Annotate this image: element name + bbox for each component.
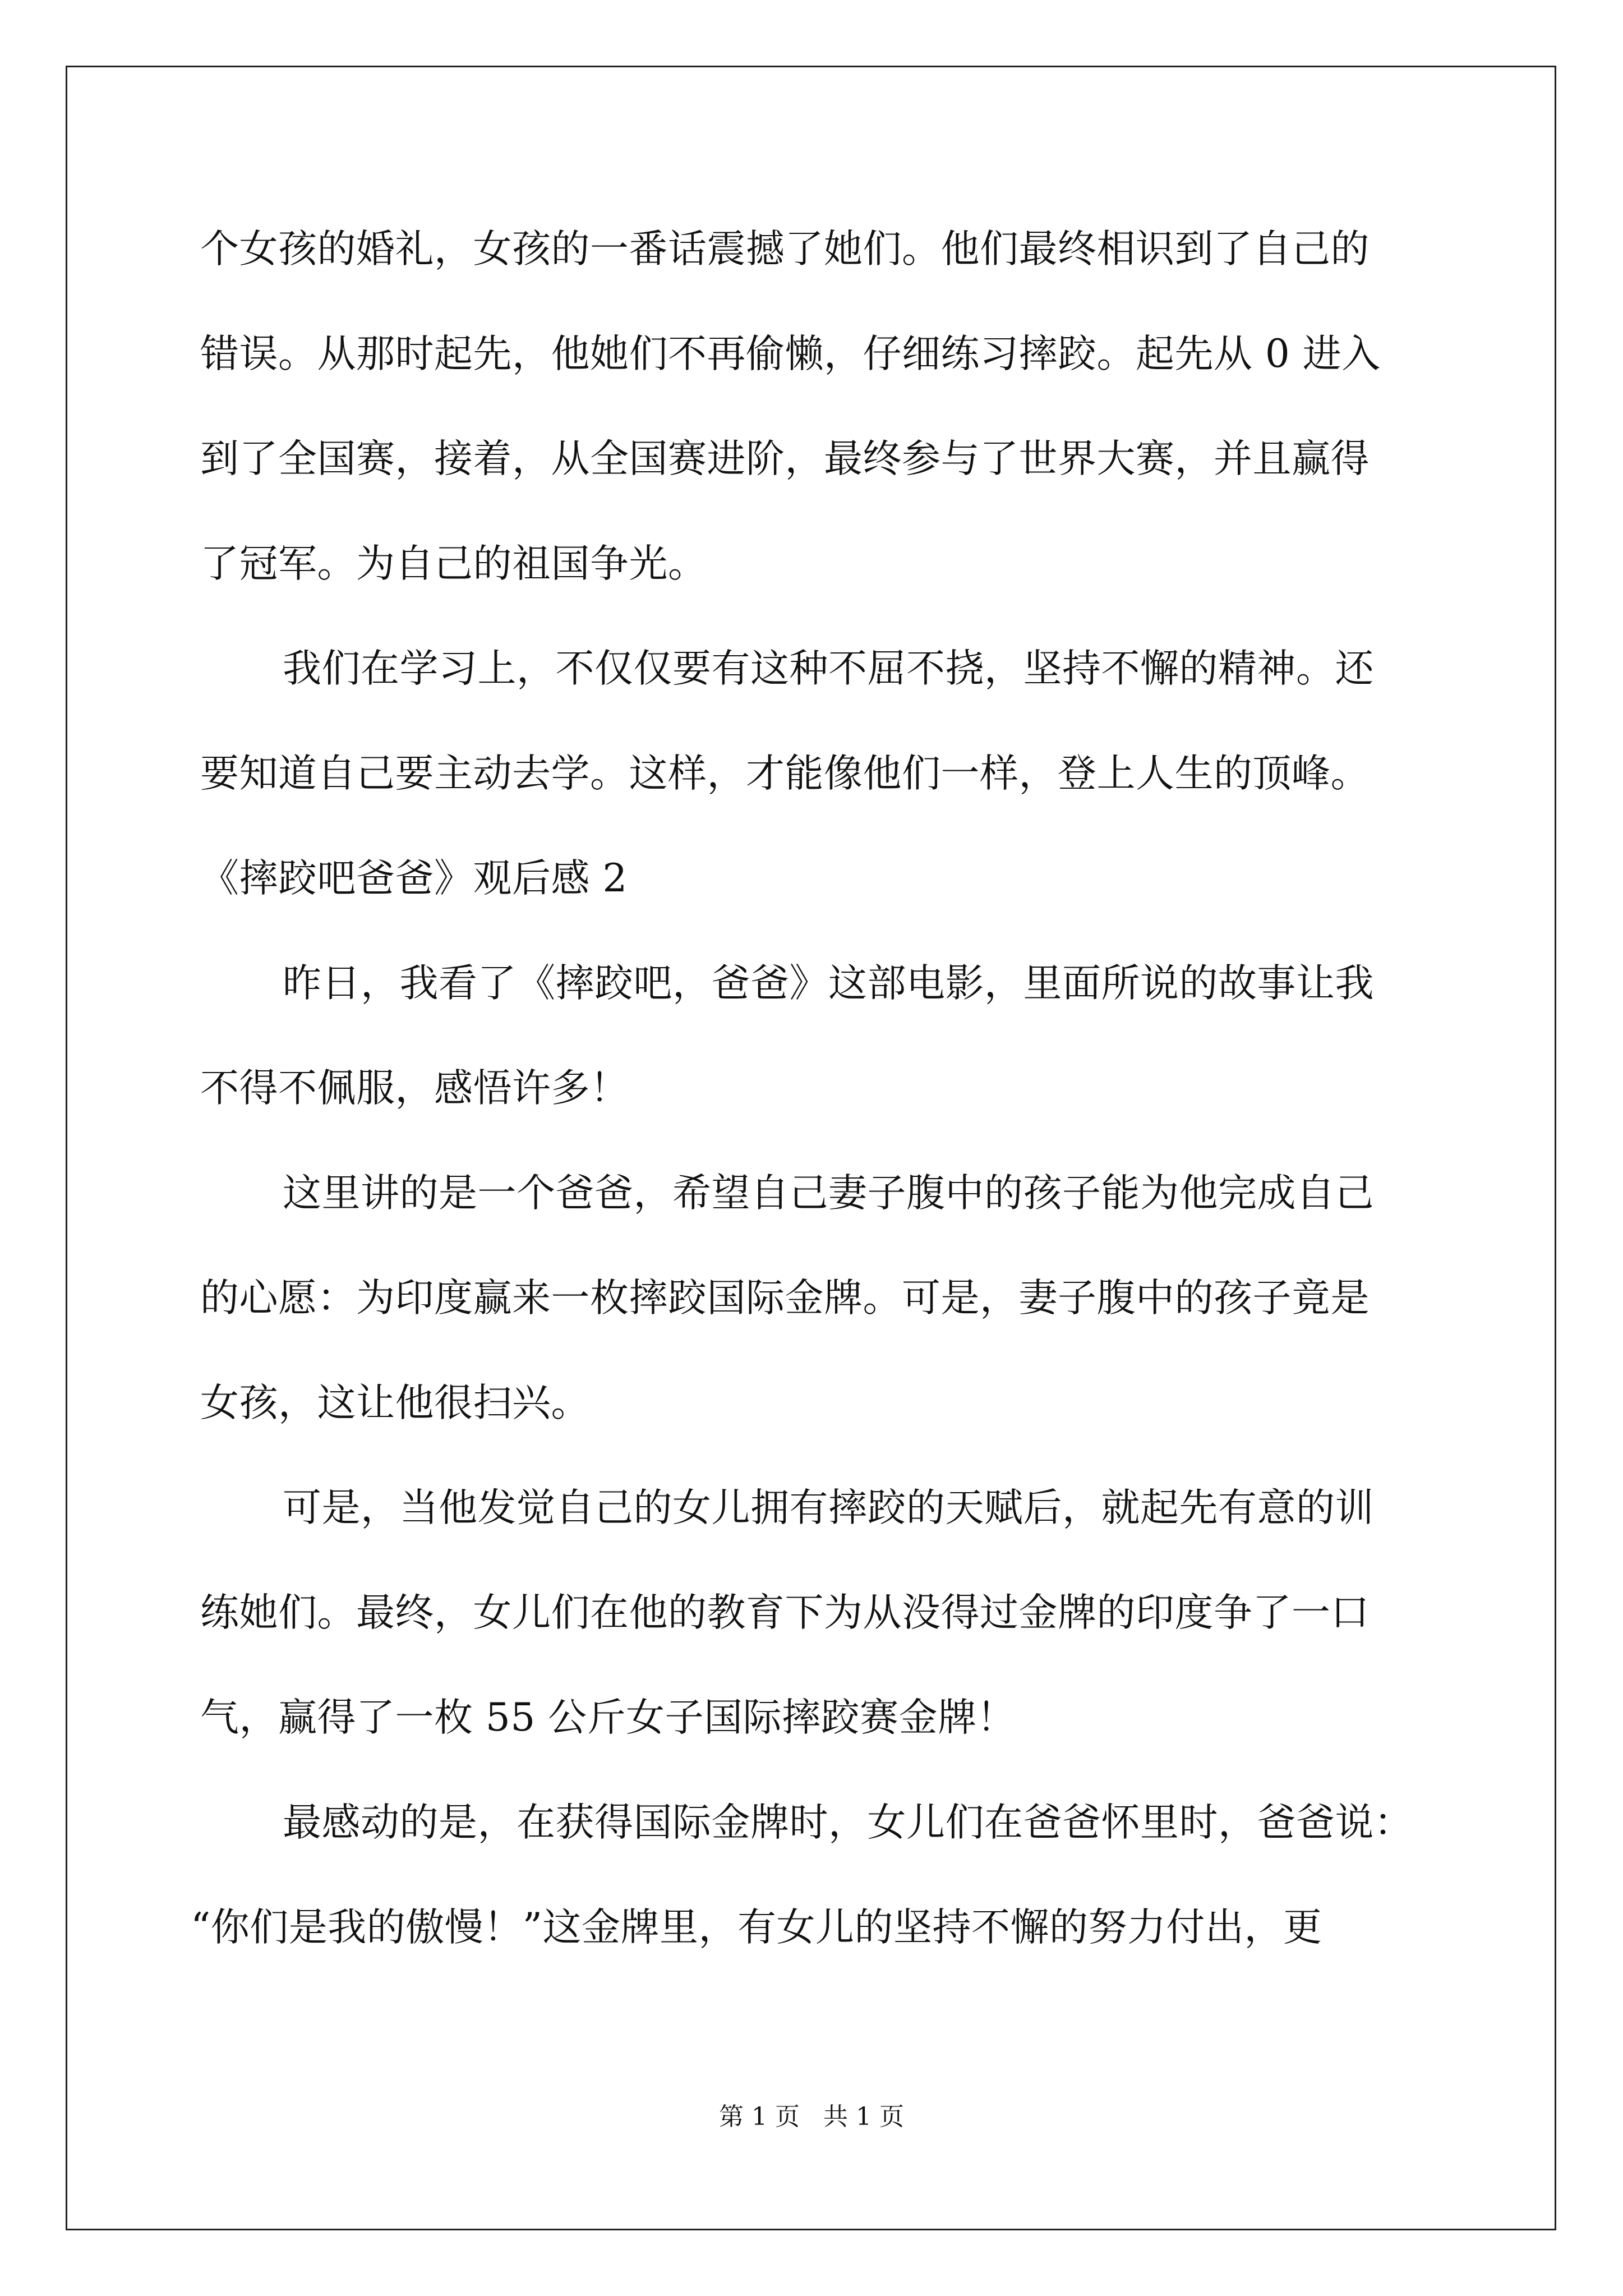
body-line-11: 的心愿：为印度赢来一枚摔跤国际金牌。可是，妻子腹中的孩子竟是 <box>200 1276 1370 1320</box>
body-line-17: “你们是我的傲慢！”这金牌里，有女儿的坚持不懈的努力付出，更 <box>191 1905 1322 1950</box>
body-line-4: 了冠军。为自己的祖国争光。 <box>200 541 707 586</box>
body-line-12: 女孩，这让他很扫兴。 <box>200 1381 590 1425</box>
page-total: 共 1 页 <box>823 2102 904 2131</box>
body-line-2: 错误。从那时起先，他她们不再偷懒，仔细练习摔跤。起先从 0 进入 <box>200 332 1381 376</box>
body-line-9: 不得不佩服，感悟许多！ <box>200 1066 629 1111</box>
paragraph-start-line: 可是，当他发觉自己的女儿拥有摔跤的天赋后，就起先有意的训 <box>283 1485 1374 1530</box>
body-line-15: 气，赢得了一枚 55 公斤女子国际摔跤赛金牌！ <box>200 1695 1016 1740</box>
body-line-14: 练她们。最终，女儿们在他的教育下为从没得过金牌的印度争了一口 <box>200 1590 1370 1635</box>
page-number: 第 1 页 <box>719 2102 800 2131</box>
body-line-3: 到了全国赛，接着，从全国赛进阶，最终参与了世界大赛，并且赢得 <box>200 436 1370 481</box>
body-line-6: 要知道自己要主动去学。这样，才能像他们一样，登上人生的顶峰。 <box>200 751 1370 796</box>
page-footer <box>0 2102 1623 2131</box>
paragraph-start-line: 最感动的是，在获得国际金牌时，女儿们在爸爸怀里时，爸爸说： <box>283 1800 1413 1845</box>
paragraph-start-line: 昨日，我看了《摔跤吧，爸爸》这部电影，里面所说的故事让我 <box>283 961 1374 1006</box>
section-heading: 《摔跤吧爸爸》观后感 2 <box>200 856 628 901</box>
paragraph-start-line: 这里讲的是一个爸爸，希望自己妻子腹中的孩子能为他完成自己 <box>283 1171 1374 1216</box>
body-line-1: 个女孩的婚礼，女孩的一番话震撼了她们。他们最终相识到了自己的 <box>200 227 1370 272</box>
paragraph-start-line: 我们在学习上，不仅仅要有这种不屈不挠，坚持不懈的精神。还 <box>283 646 1374 691</box>
